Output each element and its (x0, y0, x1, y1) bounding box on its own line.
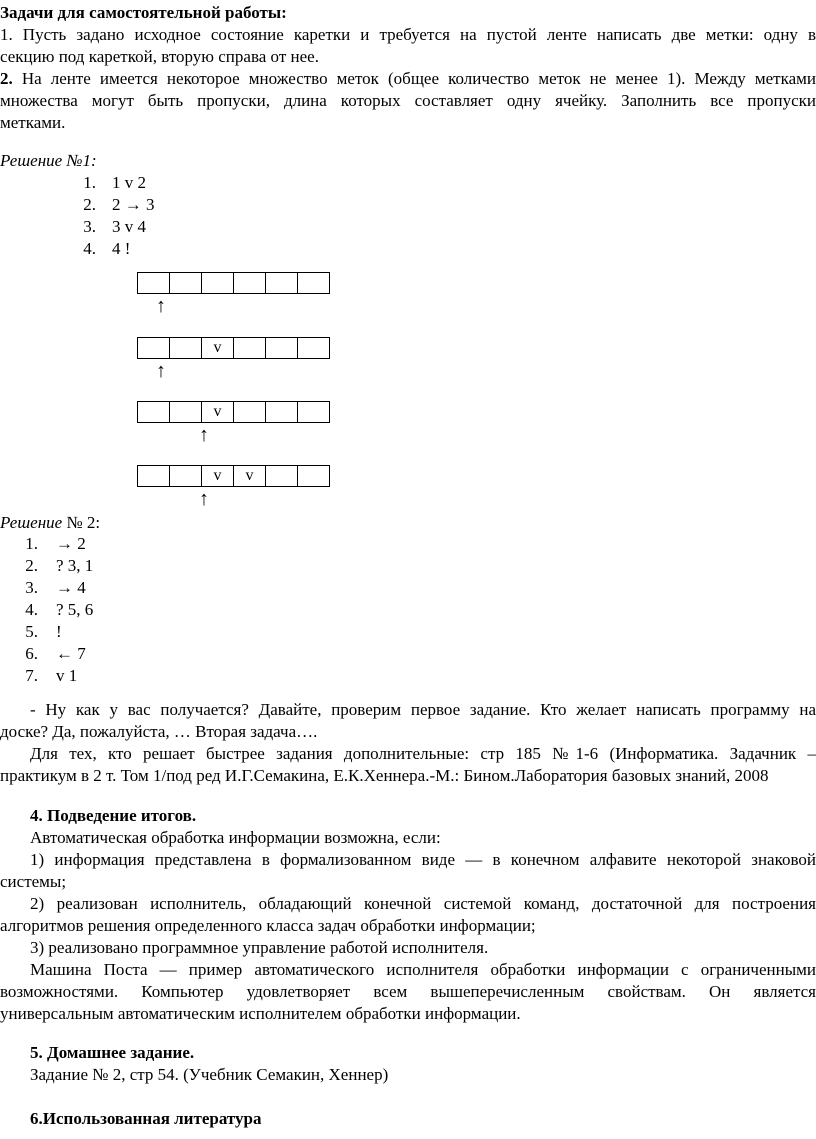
solution2-title: Решение № 2: (0, 513, 101, 532)
tape-diagram-1 (137, 272, 330, 294)
tape-cell (233, 401, 266, 423)
tape-cell (169, 401, 202, 423)
discussion-p2-line2: практикум в 2 т. Том 1/под ред И.Г.Семакина, Е.К.Хеннера.-М.: Бином.Лаборатория базовых знаний, 2008 (0, 766, 769, 785)
homework-heading: 5. Домашнее задание. (30, 1043, 195, 1062)
discussion-p2-line1: Для тех, кто решает быстрее задания дополнительные: стр 185 №1-6 (Информатика. Задачник – (30, 744, 816, 763)
tape-cell (297, 272, 330, 294)
summary-c2-line2: алгоритмов решения определенного класса задач обработки информации; (0, 916, 536, 935)
tape-cell: v (201, 465, 234, 487)
tape-cell (169, 337, 202, 359)
tape-cell (137, 401, 170, 423)
homework-text: Задание № 2, стр 54. (Учебник Семакин, Хеннер) (30, 1065, 389, 1084)
tape-diagram-2 (137, 337, 330, 359)
tape-cell (265, 465, 298, 487)
summary-c3: 3) реализовано программное управление работой исполнителя. (30, 938, 489, 957)
tape-cell: v (201, 401, 234, 423)
tape-diagram-3 (137, 401, 330, 423)
solution1-title: Решение №1: (0, 151, 97, 170)
caret-arrow-icon: ↑ (199, 488, 209, 510)
summary-post-line3: универсальным автоматическим исполнителем обработки информации. (0, 1004, 521, 1023)
caret-arrow-icon: ↑ (156, 295, 166, 317)
tape-cell (233, 337, 266, 359)
tape-cell (137, 465, 170, 487)
summary-c2-line1: 2) реализован исполнитель, обладающий конечной системой команд, достаточной для построения (30, 894, 816, 913)
summary-c1-line2: системы; (0, 872, 67, 891)
task2-text-line2: множества могут быть пропуски, длина которых составляет одну ячейку. Заполнить все пропуски (0, 91, 816, 110)
tape-cell (201, 272, 234, 294)
tape-cell (297, 337, 330, 359)
discussion-p1-line2: доске? Да, пожалуйста, … Вторая задача…. (0, 722, 318, 741)
task2-text-line3: метками. (0, 113, 66, 132)
summary-heading: 4. Подведение итогов. (30, 806, 197, 825)
tape-diagram-4 (137, 465, 330, 487)
summary-c1-line1: 1) информация представлена в формализованном виде — в конечном алфавите некоторой знаковой (30, 850, 816, 869)
task1-text-line1: 1. Пусть задано исходное состояние каретки и требуется на пустой ленте написать две метки: одну в (0, 25, 816, 44)
tape-cell (137, 272, 170, 294)
tape-cell (265, 401, 298, 423)
tape-cell (297, 401, 330, 423)
tape-cell (137, 337, 170, 359)
literature-heading: 6.Использованная литература (30, 1109, 262, 1128)
tape-cell (265, 272, 298, 294)
tape-cell: v (201, 337, 234, 359)
document-page: Задачи для самостоятельной работы: 1. Пусть задано исходное состояние каретки и требуется на пустой ленте написать две метки: одну в секцию под кареткой, вторую справа от нее. 2. На ленте имеется некоторое множество меток (общее количество меток не менее 1). Между метками множества могут быть пропуски, длина которых составляет одну ячейку. Заполнить все пропуски метками. Решение №1: 1. 1 v 2 2. 2 → 3 3. 3 v 4 4. 4 ! ↑ v ↑ v ↑ v v ↑ Решение № 2: 1. → 2 2. ? 3, 1 3. → 4 4. ? 5, 6 5. ! 6. ← 7 7. v 1 - Ну как у вас получается? Давайте, проверим первое задание. Кто желает написать программу на доске? Да, пожалуйста, … Вторая задача…. Для тех, кто решает быстрее задания дополнительные: стр 185 №1-6 (Информатика. Задачник – практикум в 2 т. Том 1/под ред И.Г.Семакина, Е.К.Хеннера.-М.: Бином.Лаборатория базовых знаний, 2008 4. Подведение итогов. Автоматическая обработка информации возможна, если: 1) информация представлена в формализованном виде — в конечном алфавите некоторой знаковой системы; 2) реализован исполнитель, обладающий конечной системой команд, достаточной для построения алгоритмов решения определенного класса задач обработки информации; 3) реализовано программное управление работой исполнителя. Машина Поста — пример автоматического исполнителя обработки информации с ограниченными возможностями. Компьютер удовлетворяет всем вышеперечисленным свойствам. Он является универсальным автоматическим исполнителем обработки информации. 5. Домашнее задание. Задание № 2, стр 54. (Учебник Семакин, Хеннер) 6.Использованная литература (0, 3, 816, 1128)
tape-cell (265, 337, 298, 359)
tape-cell (169, 465, 202, 487)
tape-cell (297, 465, 330, 487)
tape-cell: v (233, 465, 266, 487)
tasks-heading: Задачи для самостоятельной работы: (0, 3, 287, 22)
task1-text-line2: секцию под кареткой, вторую справа от нее. (0, 47, 319, 66)
summary-intro: Автоматическая обработка информации возможна, если: (30, 828, 441, 847)
summary-post-line1: Машина Поста — пример автоматического исполнителя обработки информации с ограниченными (30, 960, 816, 979)
task2-text-line1: 2. На ленте имеется некоторое множество меток (общее количество меток не менее 1). Между метками (0, 69, 816, 88)
tape-cell (169, 272, 202, 294)
caret-arrow-icon: ↑ (156, 360, 166, 382)
tape-cell (233, 272, 266, 294)
discussion-p1-line1: - Ну как у вас получается? Давайте, проверим первое задание. Кто желает написать программу на (30, 700, 816, 719)
caret-arrow-icon: ↑ (199, 424, 209, 446)
summary-post-line2: возможностями. Компьютер удовлетворяет всем вышеперечисленным свойствам. Он является (0, 982, 816, 1001)
